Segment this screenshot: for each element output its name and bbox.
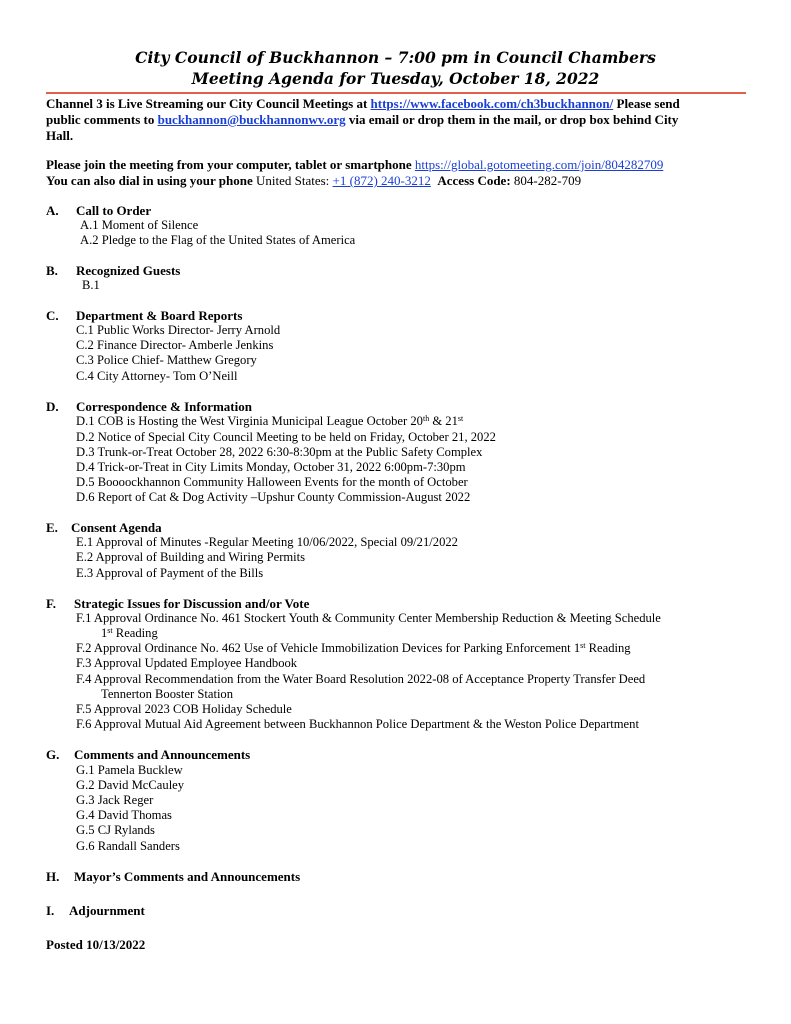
section-g-title: Comments and Announcements <box>74 747 251 762</box>
email-link[interactable]: buckhannon@buckhannonwv.org <box>157 112 346 127</box>
agenda-item-g1: G.1 Pamela Bucklew <box>76 763 183 777</box>
section-a-letter: A. <box>46 203 59 218</box>
agenda-item-g2: G.2 David McCauley <box>76 778 185 792</box>
dial-country: United States: <box>256 173 330 188</box>
comments-tail: via email or drop them in the mail, or drop box behind City <box>345 112 679 127</box>
agenda-item-c2: C.2 Finance Director- Amberle Jenkins <box>76 338 274 352</box>
section-d-letter: D. <box>46 399 59 414</box>
section-h-title: Mayor’s Comments and Announcements <box>74 869 301 884</box>
page-title-line1: City Council of Buckhannon – 7:00 pm in Council Chambers <box>135 48 656 67</box>
agenda-item-d2: D.2 Notice of Special City Council Meeting to be held on Friday, October 21, 2022 <box>76 430 496 444</box>
section-c-title: Department & Board Reports <box>76 308 243 323</box>
comments-tail-2: Hall. <box>46 128 74 143</box>
agenda-item-f5: F.5 Approval 2023 COB Holiday Schedule <box>76 702 292 716</box>
agenda-item-a2: A.2 Pledge to the Flag of the United States of America <box>80 233 356 247</box>
section-a-title: Call to Order <box>76 203 152 218</box>
agenda-item-f1-continued: 1st Reading <box>101 626 158 640</box>
comments-text: public comments to <box>46 112 158 127</box>
agenda-item-e3: E.3 Approval of Payment of the Bills <box>76 566 264 580</box>
section-d-title: Correspondence & Information <box>76 399 252 414</box>
agenda-item-c1: C.1 Public Works Director- Jerry Arnold <box>76 323 281 337</box>
section-f-title: Strategic Issues for Discussion and/or Vote <box>74 596 310 611</box>
section-h-letter: H. <box>46 869 60 884</box>
agenda-item-e1: E.1 Approval of Minutes -Regular Meeting 10/06/2022, Special 09/21/2022 <box>76 535 458 549</box>
dial-number-link[interactable]: +1 (872) 240-3212 <box>332 173 431 188</box>
agenda-item-a1: A.1 Moment of Silence <box>80 218 199 232</box>
agenda-item-g3: G.3 Jack Reger <box>76 793 154 807</box>
gotomeeting-link[interactable]: https://global.gotomeeting.com/join/804282709 <box>414 157 664 172</box>
streaming-text: Channel 3 is Live Streaming our City Council Meetings at <box>46 96 371 111</box>
agenda-item-c3: C.3 Police Chief- Matthew Gregory <box>76 353 257 367</box>
posted-date: Posted 10/13/2022 <box>46 937 146 952</box>
agenda-item-f3: F.3 Approval Updated Employee Handbook <box>76 656 298 670</box>
section-e-title: Consent Agenda <box>71 520 162 535</box>
section-b-title: Recognized Guests <box>76 263 181 278</box>
agenda-item-f4: F.4 Approval Recommendation from the Water Board Resolution 2022-08 of Acceptance Property Transfer Deed <box>76 672 646 686</box>
agenda-item-f2: F.2 Approval Ordinance No. 462 Use of Vehicle Immobilization Devices for Parking Enforcement 1st Reading <box>76 641 631 655</box>
agenda-item-g6: G.6 Randall Sanders <box>76 839 180 853</box>
access-code-label: Access Code: <box>437 173 511 188</box>
page-title-line2: Meeting Agenda for Tuesday, October 18, 2022 <box>191 69 600 88</box>
agenda-item-c4: C.4 City Attorney- Tom O’Neill <box>76 369 238 383</box>
agenda-item-g4: G.4 David Thomas <box>76 808 172 822</box>
agenda-item-d6: D.6 Report of Cat & Dog Activity –Upshur County Commission-August 2022 <box>76 490 471 504</box>
agenda-item-f6: F.6 Approval Mutual Aid Agreement between Buckhannon Police Department & the Weston Police Department <box>76 717 639 731</box>
section-i-title: Adjournment <box>69 903 145 918</box>
join-label: Please join the meeting from your computer, tablet or smartphone <box>46 157 412 172</box>
agenda-item-d5: D.5 Boooockhannon Community Halloween Events for the month of October <box>76 475 468 489</box>
section-e-letter: E. <box>46 520 58 535</box>
agenda-item-f4-continued: Tennerton Booster Station <box>101 687 234 701</box>
agenda-item-g5: G.5 CJ Rylands <box>76 823 155 837</box>
agenda-item-f1: F.1 Approval Ordinance No. 461 Stockert Youth & Community Center Membership Reduction & Meeting Schedule <box>76 611 661 625</box>
agenda-item-d3: D.3 Trunk-or-Treat October 28, 2022 6:30-8:30pm at the Public Safety Complex <box>76 445 483 459</box>
dial-label: You can also dial in using your phone <box>46 173 253 188</box>
header-divider <box>46 92 746 94</box>
access-code: 804-282-709 <box>513 173 582 188</box>
streaming-tail: Please send <box>613 96 680 111</box>
streaming-notice <box>46 96 746 144</box>
section-i-letter: I. <box>46 903 55 918</box>
agenda-item-b1: B.1 <box>82 278 100 292</box>
section-g-letter: G. <box>46 747 60 762</box>
agenda-item-d4: D.4 Trick-or-Treat in City Limits Monday, October 31, 2022 6:00pm-7:30pm <box>76 460 466 474</box>
agenda-item-d1: D.1 COB is Hosting the West Virginia Municipal League October 20th & 21st <box>76 414 464 428</box>
section-c-letter: C. <box>46 308 59 323</box>
section-f-letter: F. <box>46 596 56 611</box>
section-b-letter: B. <box>46 263 58 278</box>
join-info <box>46 157 746 189</box>
facebook-link[interactable]: https://www.facebook.com/ch3buckhannon/ <box>370 96 614 111</box>
agenda-item-e2: E.2 Approval of Building and Wiring Permits <box>76 550 306 564</box>
